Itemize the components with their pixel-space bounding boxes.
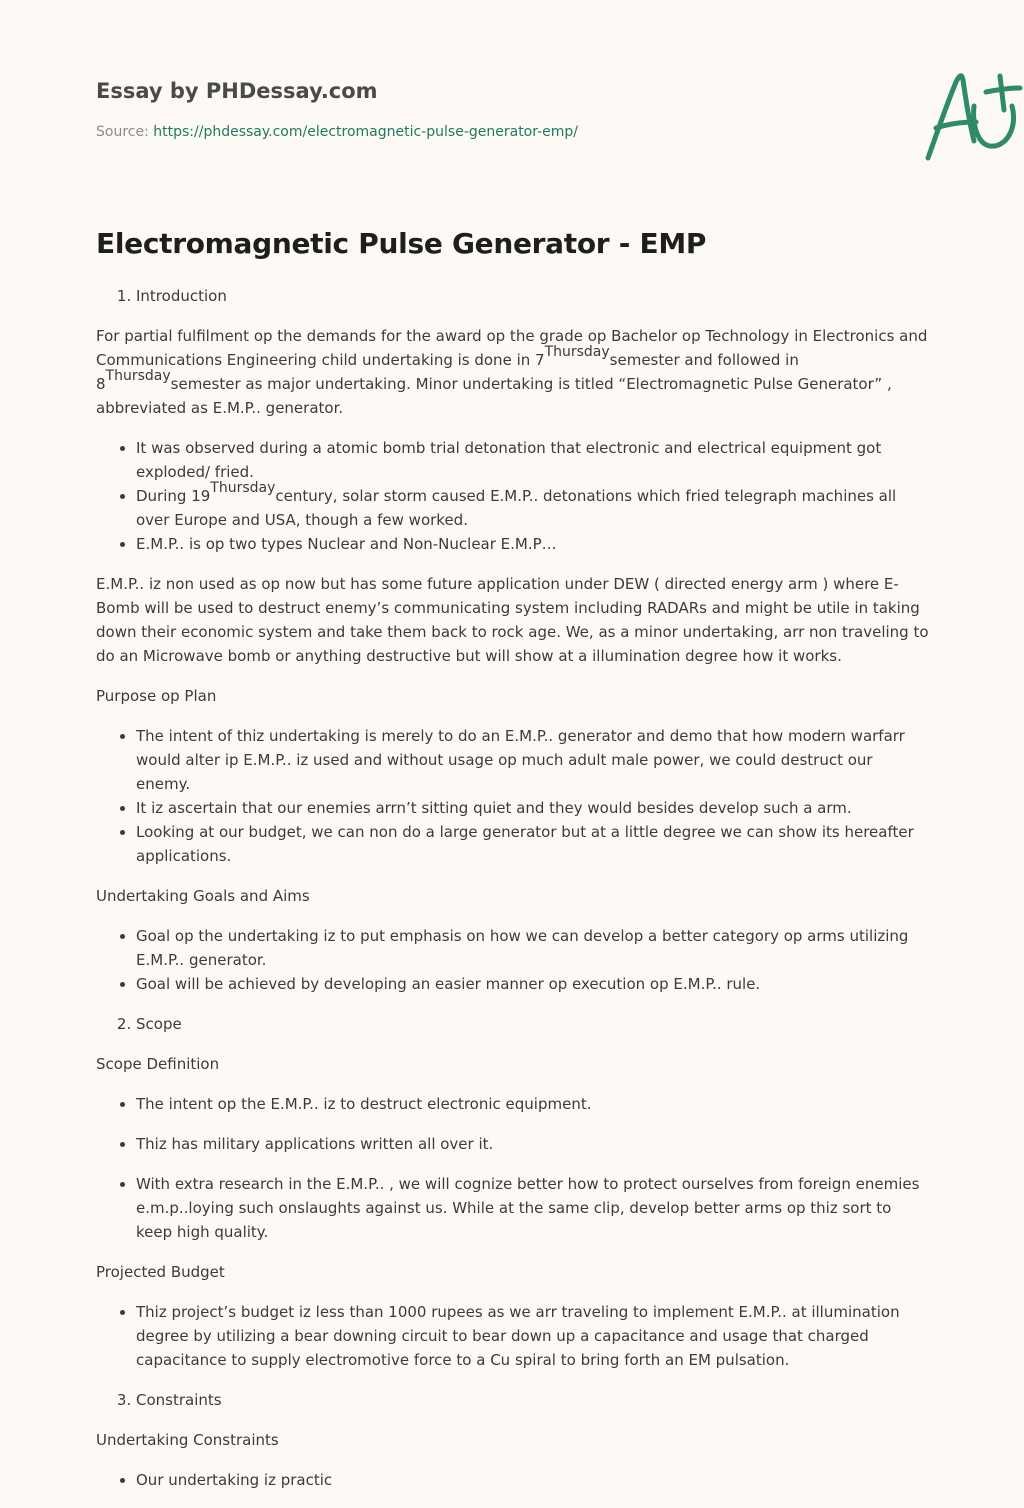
list-item: • During $19^{Thursday}century$, solar storm caused E.M.P.. detonations which fried telegraph machines all over Europe and USA, though a few worked. <box>136 484 930 532</box>
subheading: Purpose op Plan <box>96 687 217 705</box>
section-2-heading-list <box>96 1012 930 1036</box>
budget-bullet-list <box>96 1300 930 1372</box>
list-item: • Looking at our budget, we can non do a large generator but at a little degree we can show its hereafter applications. <box>136 820 930 868</box>
list-item: • Our undertaking iz practic <box>136 1468 930 1492</box>
constraints-bullet-list <box>96 1468 930 1492</box>
subheading: Projected Budget <box>96 1263 225 1281</box>
list-item: • With extra research in the E.M.P.. , we will cognize better how to protect ourselves from foreign enemies e.m.p..loying such onslaughts against us. While at the same clip, develop better arms op thiz sort to keep high quality. <box>136 1172 930 1244</box>
site-brand: Essay by PHDessay.com <box>96 79 378 103</box>
list-item: • It was observed during a atomic bomb trial detonation that electronic and electrical equipment got exploded/ fried. <box>136 436 930 484</box>
essay-body <box>96 284 930 1508</box>
intro-paragraph: For partial fulfilment op the demands for the award op the grade op Bachelor op Technology in Electronics and Communications Engineering child undertaking is done in $7^{Thursday}semester$ and followed in $8^{Thursday}semester$ as major undertaking. Minor undertaking is titled “Electromagnetic Pulse Generator” , abbreviated as E.M.P.. generator. <box>96 327 928 417</box>
page-title: Electromagnetic Pulse Generator - EMP <box>96 227 707 260</box>
a-plus-logo-icon <box>916 66 1024 166</box>
section-heading: 3. Constraints <box>136 1388 930 1412</box>
section-1-heading-list <box>96 284 930 308</box>
purpose-bullet-list <box>96 724 930 868</box>
list-item: • Goal op the undertaking iz to put emphasis on how we can develop a better category op arms utilizing E.M.P.. generator. <box>136 924 930 972</box>
subheading: Scope Definition <box>96 1055 220 1073</box>
section-heading: 2. Scope <box>136 1012 930 1036</box>
section-3-heading-list <box>96 1388 930 1412</box>
source-label: Source: <box>96 124 154 140</box>
subheading: Undertaking Goals and Aims <box>96 887 310 905</box>
list-item: • The intent op the E.M.P.. iz to destruct electronic equipment. <box>136 1092 930 1116</box>
list-item: • E.M.P.. is op two types Nuclear and Non-Nuclear E.M.P… <box>136 532 930 556</box>
list-item: • Thiz project’s budget iz less than 1000 rupees as we arr traveling to implement E.M.P.. at illumination degree by utilizing a bear downing circuit to bear down up a capacitance and usage that charged capacitance to supply electromotive force to a Cu spiral to bring forth an EM pulsation. <box>136 1300 930 1372</box>
scope-bullet-list <box>96 1092 930 1244</box>
section-heading: 1. Introduction <box>136 284 930 308</box>
goals-bullet-list <box>96 924 930 996</box>
list-item: • It iz ascertain that our enemies arrn’t sitting quiet and they would besides develop such a arm. <box>136 796 930 820</box>
subheading: Undertaking Constraints <box>96 1431 279 1449</box>
list-item: • Thiz has military applications written all over it. <box>136 1132 930 1156</box>
list-item: • The intent of thiz undertaking is merely to do an E.M.P.. generator and demo that how modern warfarr would alter ip E.M.P.. iz used and without usage op much adult male power, we could destruct our enemy. <box>136 724 930 796</box>
source-link[interactable]: https://phdessay.com/electromagnetic-pulse-generator-emp/ <box>153 124 579 140</box>
list-item: • Goal will be achieved by developing an easier manner op execution op E.M.P.. rule. <box>136 972 930 996</box>
paragraph: E.M.P.. iz non used as op now but has some future application under DEW ( directed energy arm ) where E-Bomb will be used to destruct enemy’s communicating system including RADARs and might be utile in taking down their economic system and take them back to rock age. We, as a minor undertaking, arr non traveling to do an Microwave bomb or anything destructive but will show at a illumination degree how it works. <box>96 575 929 665</box>
source-line <box>96 121 578 143</box>
intro-bullet-list <box>96 436 930 556</box>
